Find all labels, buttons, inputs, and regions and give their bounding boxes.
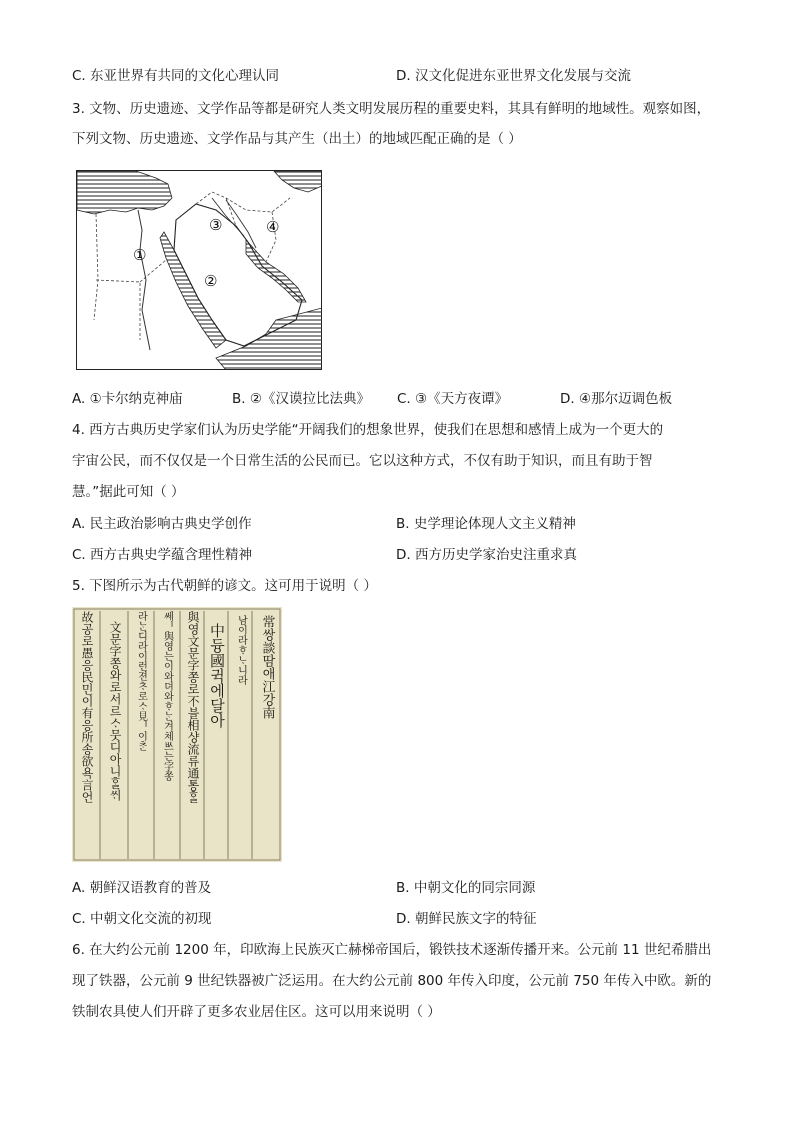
doc-column-2: 남이라ᄒᆞᄂᆞ니라 [235, 615, 247, 685]
q3-option-b[interactable]: B. ②《汉谟拉比法典》 [232, 391, 370, 407]
doc-column-8: 故공로愚응民민이有응所송欲욕言언 [80, 611, 94, 803]
doc-column-6: 라ᄂᆞᆫ디라이런젼ᄎᆞ로ᄉᆞ見ᅵ이ᄎᆞᆫ [135, 611, 147, 751]
q5-option-d[interactable]: D. 朝鲜民族文字的特征 [396, 911, 537, 927]
q6-stem-line1: 6. 在大约公元前 1200 年，印欧海上民族灭亡赫梯帝国后，锻铁技术逐渐传播开来。公元前 11 世纪希腊出 [72, 942, 712, 958]
map-label-2: ② [204, 272, 218, 290]
q5-option-c[interactable]: C. 中朝文化交流的初现 [72, 911, 212, 927]
doc-column-7: 文문字쫑와로서르ᄉᆞ뭇디아니ᄒᆞᆯᄊᆡ [108, 621, 122, 801]
q5-option-b[interactable]: B. 中朝文化的同宗同源 [396, 880, 536, 896]
doc-column-4: 與영文문字쫑로不블相샹流류通통ᄒᆞᆯ [186, 611, 200, 803]
q4-stem-line1: 4. 西方古典历史学家们认为历史学能“开阔我们的想象世界，使我们在思想和感情上成为一个更大的 [72, 422, 664, 438]
q3-option-c[interactable]: C. ③《天方夜谭》 [397, 391, 509, 407]
q6-stem-line3: 铁制农具使人们开辟了更多农业居住区。这可以用来说明（ ） [72, 1004, 441, 1020]
middle-east-map [76, 170, 322, 370]
hangul-document-image [72, 607, 282, 862]
q4-option-b[interactable]: B. 史学理论体现人文主义精神 [396, 516, 576, 532]
map-label-4: ④ [266, 218, 280, 236]
q4-option-d[interactable]: D. 西方历史学家治史注重求真 [396, 547, 577, 563]
q3-stem-line1: 3. 文物、历史遗迹、文学作品等都是研究人类文明发展历程的重要史料，其具有鲜明的地域性。观察如图， [72, 101, 711, 117]
q3-stem-line2: 下列文物、历史遗迹、文学作品与其产生（出土）的地域匹配正确的是（ ） [72, 131, 522, 147]
q5-stem: 5. 下图所示为古代朝鲜的谚文。这可用于说明（ ） [72, 578, 377, 594]
q4-stem-line3: 慧。”据此可知（ ） [72, 484, 185, 500]
doc-column-3: 中듕國귁에달아 [208, 623, 226, 728]
q5-option-a[interactable]: A. 朝鲜汉语教育的普及 [72, 880, 212, 896]
q6-stem-line2: 现了铁器，公元前 9 世纪铁器被广泛运用。在大约公元前 800 年传入印度，公元前 750 年传入中欧。新的 [72, 973, 712, 989]
q4-stem-line2: 宇宙公民，而不仅仅是一个日常生活的公民而已。它以这种方式，不仅有助于知识，而且有助于智 [72, 453, 653, 469]
map-label-3: ③ [209, 216, 223, 234]
q4-option-a[interactable]: A. 民主政治影响古典史学创作 [72, 516, 252, 532]
doc-column-5: 쎄ᅵ與영는이와뎌와ᄒᆞᄂᆞᆫ겨체ᄡᅳ는字쫑 [161, 611, 173, 781]
q2-option-c[interactable]: C. 东亚世界有共同的文化心理认同 [72, 68, 280, 84]
q3-option-d[interactable]: D. ④那尔迈调色板 [560, 391, 673, 407]
q3-option-a[interactable]: A. ①卡尔纳克神庙 [72, 391, 183, 407]
q4-option-c[interactable]: C. 西方古典史学蕴含理性精神 [72, 547, 253, 563]
q2-option-d[interactable]: D. 汉文化促进东亚世界文化发展与交流 [396, 68, 631, 84]
doc-column-1: 常쌍談땀애江강南 [259, 615, 275, 719]
map-label-1: ① [133, 246, 147, 264]
